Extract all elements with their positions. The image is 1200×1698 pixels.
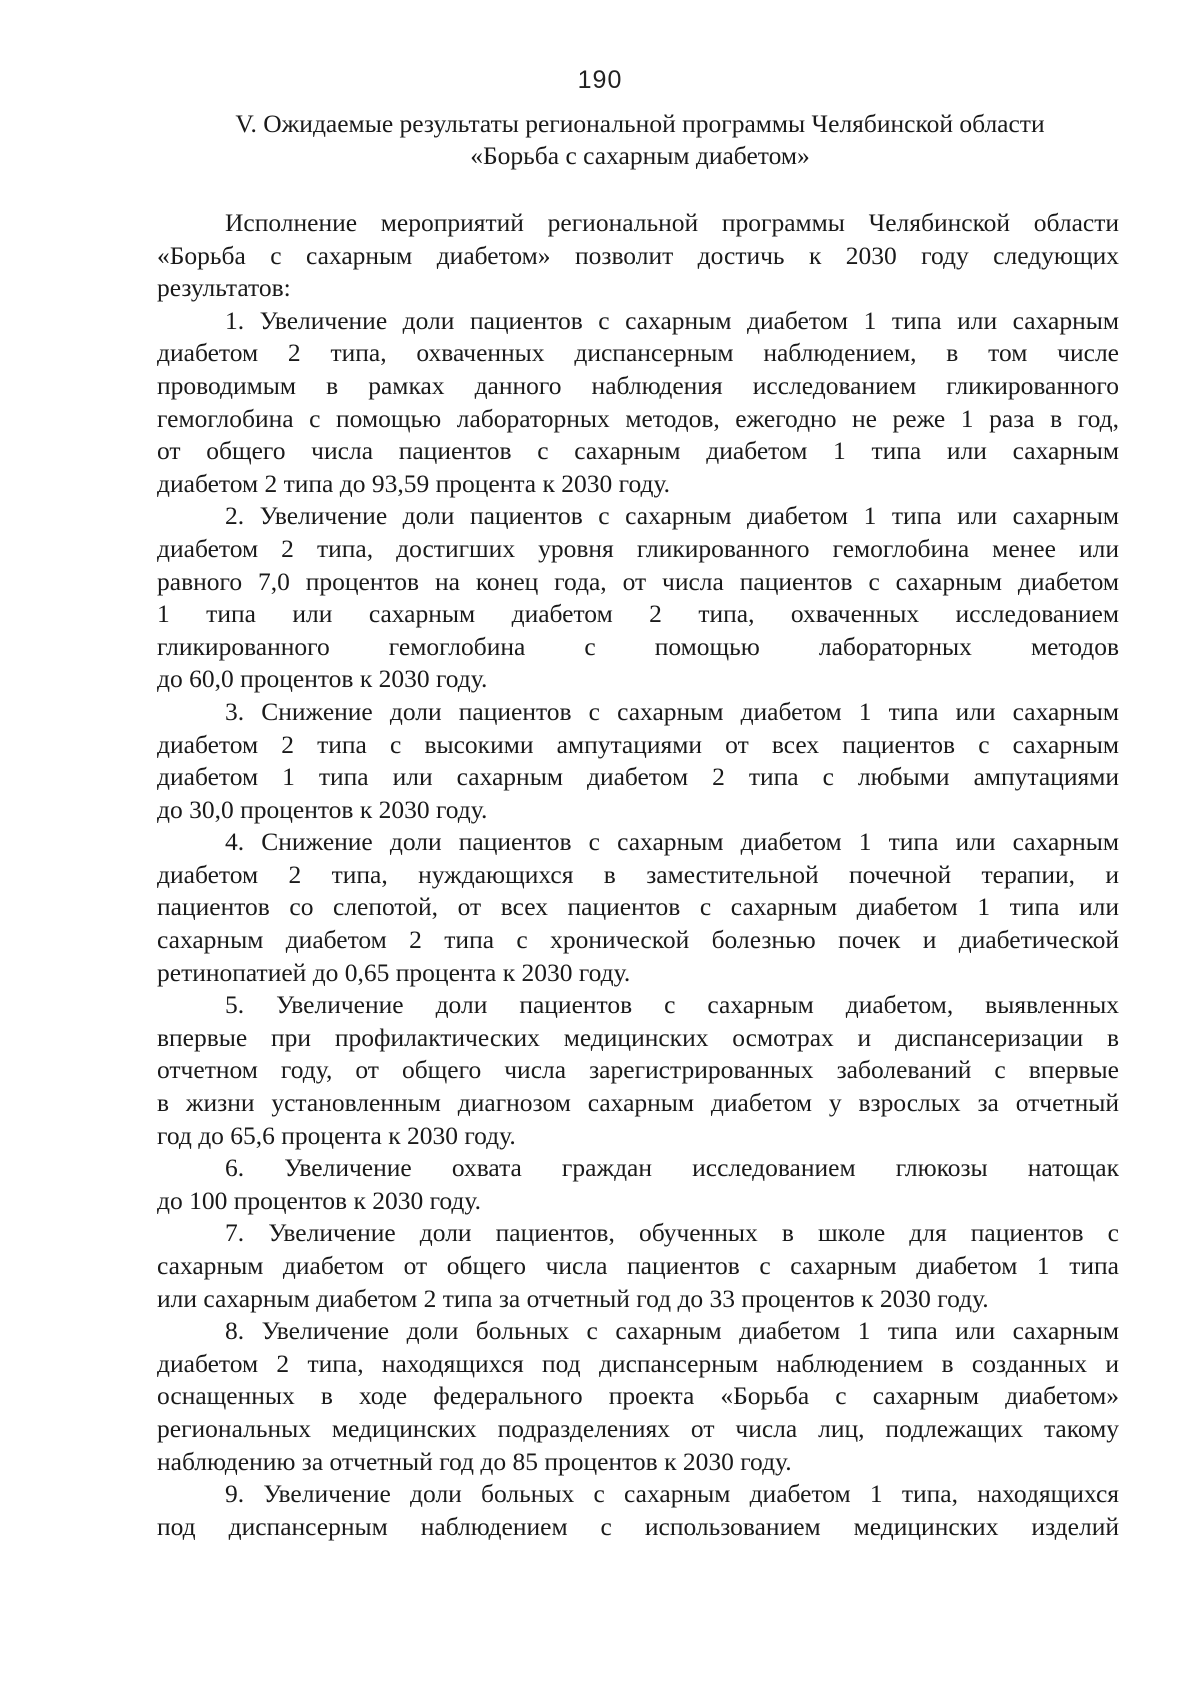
text-line: Исполнение мероприятий региональной программы Челябинской области [225, 208, 1119, 237]
result-item-2 [157, 500, 1119, 696]
text-line: 1. Увеличение доли пациентов с сахарным диабетом 1 типа или сахарным [225, 305, 1119, 335]
text-line: диабетом 1 типа или сахарным диабетом 2 типа с любыми ампутациями [157, 762, 1119, 792]
result-item-7 [157, 1217, 1119, 1315]
text-line: 9. Увеличение доли больных с сахарным диабетом 1 типа, находящихся [225, 1479, 1119, 1509]
text-line: региональных медицинских подразделениях от числа лиц, подлежащих такому [157, 1413, 1119, 1443]
text-line: диабетом 2 типа, достигших уровня гликированного гемоглобина менее или [157, 533, 1119, 563]
result-item-1 [157, 305, 1119, 501]
section-heading [160, 108, 1120, 172]
text-line: диабетом 2 типа до 93,59 процента к 2030 году. [157, 468, 671, 498]
text-line: 1 типа или сахарным диабетом 2 типа, охваченных исследованием [157, 599, 1119, 629]
text-line: до 30,0 процентов к 2030 году. [157, 794, 488, 824]
text-line: до 100 процентов к 2030 году. [157, 1185, 481, 1215]
text-line: диабетом 2 типа, находящихся под диспансерным наблюдением в созданных и [157, 1348, 1119, 1378]
text-line: 4. Снижение доли пациентов с сахарным диабетом 1 типа или сахарным [225, 827, 1119, 857]
text-line: гликированного гемоглобина с помощью лабораторных методов [157, 631, 1119, 661]
result-item-6 [157, 1152, 1119, 1217]
text-line: впервые при профилактических медицинских осмотрах и диспансеризации в [157, 1022, 1119, 1052]
text-line: год до 65,6 процента к 2030 году. [157, 1120, 516, 1150]
text-line: 5. Увеличение доли пациентов с сахарным диабетом, выявленных [225, 990, 1119, 1020]
text-line: 8. Увеличение доли больных с сахарным диабетом 1 типа или сахарным [225, 1316, 1119, 1346]
text-line: пациентов со слепотой, от всех пациентов с сахарным диабетом 1 типа или [157, 892, 1119, 922]
text-line: равного 7,0 процентов на конец года, от числа пациентов с сахарным диабетом [157, 566, 1119, 596]
document-body [157, 207, 1119, 1543]
result-item-9 [157, 1478, 1119, 1543]
heading-line-1: V. Ожидаемые результаты региональной программы Челябинской области [235, 109, 1045, 138]
text-line: от общего числа пациентов с сахарным диабетом 1 типа или сахарным [157, 436, 1119, 466]
text-line: под диспансерным наблюдением с использованием медицинских изделий [157, 1511, 1119, 1541]
text-line: 7. Увеличение доли пациентов, обученных в школе для пациентов с [225, 1218, 1119, 1248]
result-item-3 [157, 696, 1119, 826]
text-line: проводимым в рамках данного наблюдения исследованием гликированного [157, 370, 1119, 400]
text-line: сахарным диабетом 2 типа с хронической болезнью почек и диабетической [157, 925, 1119, 955]
text-line: диабетом 2 типа, охваченных диспансерным наблюдением, в том числе [157, 338, 1119, 368]
result-item-5 [157, 989, 1119, 1152]
text-line: 3. Снижение доли пациентов с сахарным диабетом 1 типа или сахарным [225, 696, 1119, 726]
heading-line-2: «Борьба с сахарным диабетом» [470, 141, 810, 170]
text-line: в жизни установленным диагнозом сахарным диабетом у взрослых за отчетный [157, 1088, 1119, 1118]
text-line: результатов: [157, 273, 291, 303]
text-line: оснащенных в ходе федерального проекта «Борьба с сахарным диабетом» [157, 1381, 1119, 1411]
text-line: 2. Увеличение доли пациентов с сахарным диабетом 1 типа или сахарным [225, 501, 1119, 531]
text-line: 6. Увеличение охвата граждан исследованием глюкозы натощак [225, 1153, 1119, 1183]
text-line: отчетном году, от общего числа зарегистрированных заболеваний с впервые [157, 1055, 1119, 1085]
intro-paragraph [157, 207, 1119, 305]
page-number: 190 [577, 66, 623, 94]
result-item-4 [157, 826, 1119, 989]
text-line: до 60,0 процентов к 2030 году. [157, 664, 488, 694]
text-line: ретинопатией до 0,65 процента к 2030 году. [157, 957, 631, 987]
text-line: или сахарным диабетом 2 типа за отчетный год до 33 процентов к 2030 году. [157, 1283, 989, 1313]
text-line: гемоглобина с помощью лабораторных методов, ежегодно не реже 1 раза в год, [157, 403, 1119, 433]
text-line: наблюдению за отчетный год до 85 процентов к 2030 году. [157, 1446, 792, 1476]
text-line: сахарным диабетом от общего числа пациентов с сахарным диабетом 1 типа [157, 1251, 1119, 1280]
result-item-8 [157, 1315, 1119, 1478]
text-line: «Борьба с сахарным диабетом» позволит достичь к 2030 году следующих [157, 240, 1119, 270]
text-line: диабетом 2 типа с высокими ампутациями от всех пациентов с сахарным [157, 729, 1119, 759]
text-line: диабетом 2 типа, нуждающихся в заместительной почечной терапии, и [157, 859, 1119, 889]
